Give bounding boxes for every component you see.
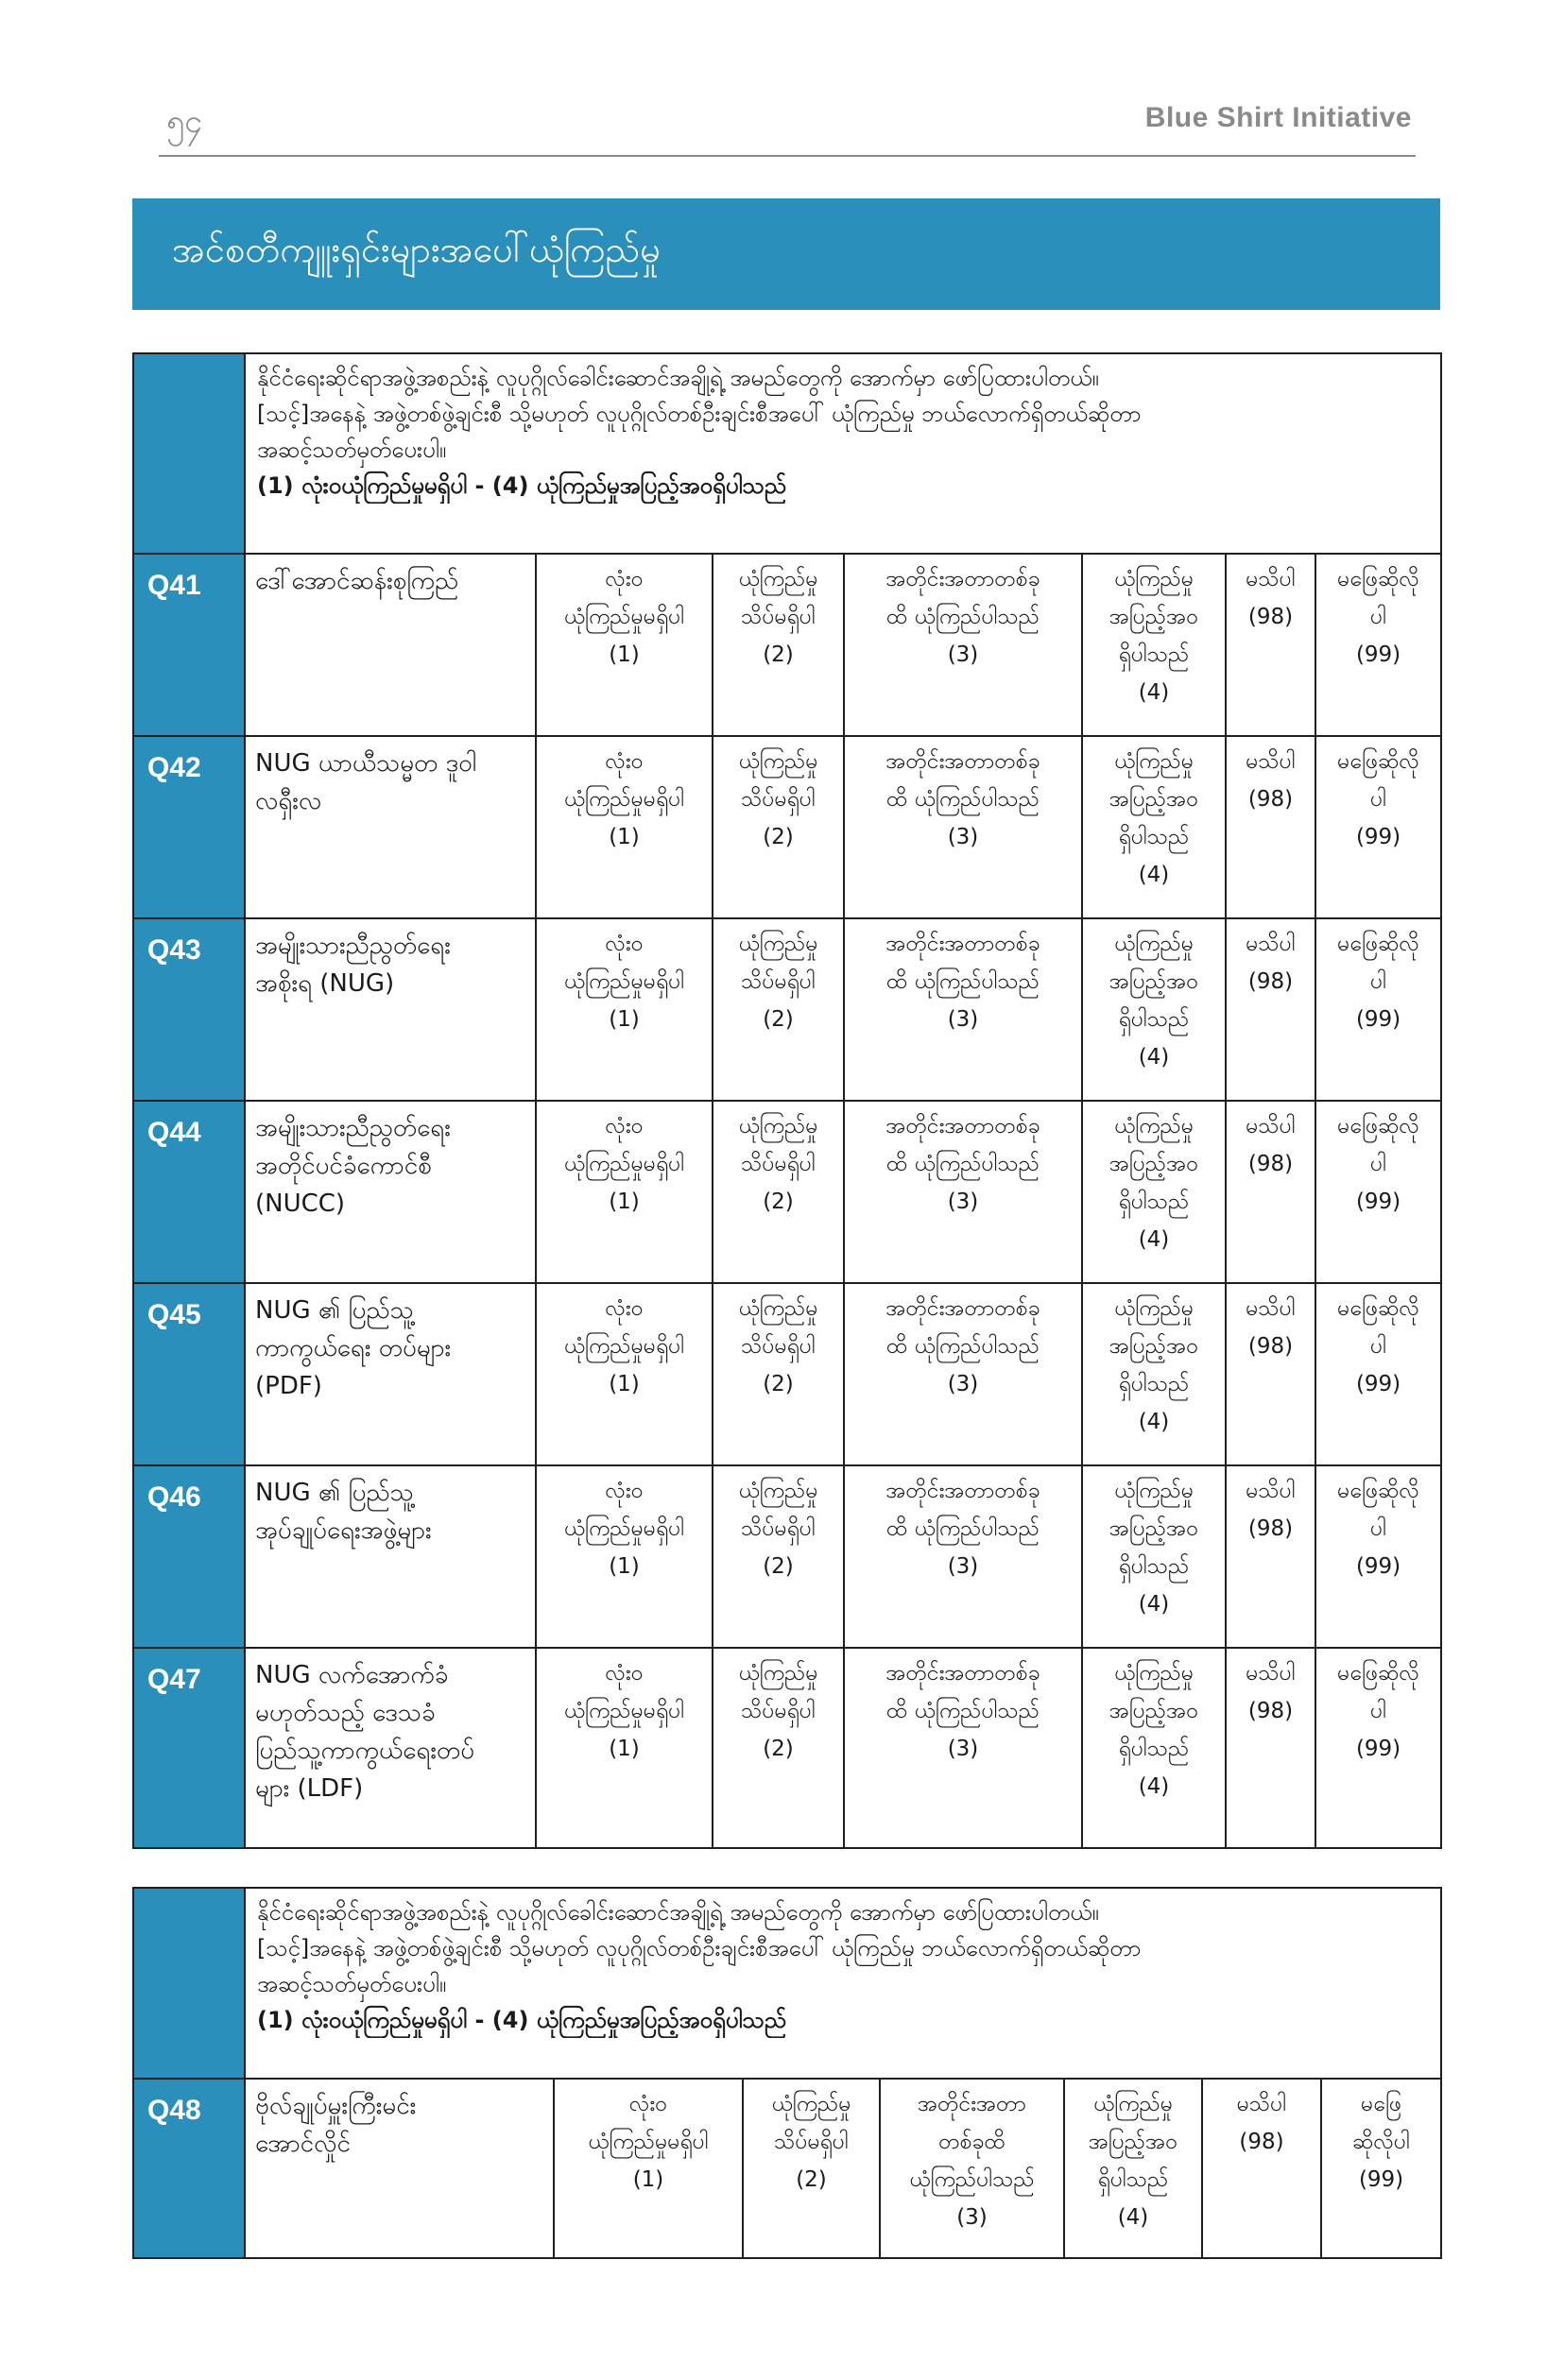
question-id-cell (133, 353, 245, 554)
option-code: (1) (632, 2167, 664, 2192)
question-item-text: အမျိုးသားညီညွတ်ရေး (255, 932, 451, 960)
scale-legend: (1) လုံးဝယုံကြည်မှုမရှိပါ - (4) ယုံကြည်မှုအပြည့်အဝရှိပါသည် (257, 2007, 786, 2033)
survey-table-2 (132, 1887, 1442, 2259)
intro-line-2: [သင့်]အနေနဲ့ အဖွဲ့တစ်ဖွဲ့ချင်းစီ သို့မဟုတ် လူပုဂ္ဂိုလ်တစ်ဦးချင်းစီအပေါ် ယုံကြည်မှု ဘယ်လောက်ရှိတယ်ဆိုတာ (257, 401, 1142, 427)
option-code: (98) (1247, 1516, 1294, 1541)
option-1-cell[interactable] (536, 736, 713, 918)
option-text: မသိပါ (1236, 2092, 1287, 2116)
question-row (133, 1283, 1441, 1465)
question-id-cell (133, 1888, 245, 2079)
option-code: (99) (1355, 1190, 1401, 1214)
option-text: အပြည့်အဝ (1109, 1516, 1199, 1541)
option-text: ယုံကြည်မှုမရှိပါ (588, 2130, 709, 2154)
intro-row (133, 1888, 1441, 2079)
option-text: တစ်ခုထိ (938, 2130, 1005, 2154)
option-3-cell[interactable] (844, 1465, 1082, 1648)
option-2-cell[interactable] (713, 1465, 844, 1648)
intro-cell (245, 353, 1441, 554)
option-98-cell[interactable] (1226, 918, 1315, 1101)
option-code: (1) (609, 642, 640, 667)
option-code: (4) (1138, 1045, 1170, 1070)
option-4-cell[interactable] (1082, 1101, 1226, 1283)
option-code: (98) (1247, 969, 1294, 994)
question-item-text: NUG လက်အောက်ခံ (255, 1661, 449, 1689)
option-code: (3) (947, 1190, 979, 1214)
question-row (133, 1648, 1441, 1848)
option-code: (4) (1138, 863, 1170, 887)
option-text: အပြည့်အဝ (1088, 2130, 1178, 2154)
option-code: (99) (1355, 1372, 1401, 1396)
option-code: (2) (763, 642, 794, 667)
option-text: မသိပါ (1246, 1296, 1296, 1321)
option-text: ယုံကြည်မှု (1113, 1296, 1194, 1321)
option-text: မဖြေဆိုလို (1337, 932, 1419, 956)
option-code: (98) (1247, 605, 1294, 629)
option-text: အတိုင်းအတာတစ်ခု (885, 1114, 1040, 1139)
question-item-text: များ (LDF) (255, 1774, 364, 1803)
question-item-text: NUG ၏ ပြည်သူ့ (255, 1479, 414, 1507)
option-code: (1) (609, 1190, 640, 1214)
option-text: အပြည့်အဝ (1109, 1152, 1199, 1176)
option-text: သိပ်မရှိပါ (741, 969, 816, 994)
option-text: ယုံကြည်မှုမရှိပါ (563, 1699, 685, 1723)
question-id: Q47 (133, 1648, 245, 1848)
option-code: (4) (1138, 680, 1170, 705)
option-text: ယုံကြည်မှုမရှိပါ (563, 605, 685, 629)
option-4-cell[interactable] (1082, 736, 1226, 918)
option-text: ယုံကြည်မှု (1113, 1114, 1194, 1139)
option-text: လုံးဝ (628, 2092, 668, 2116)
intro-line-1: နိုင်ငံရေးဆိုင်ရာအဖွဲ့အစည်းနဲ့ လူပုဂ္ဂိုလ်ခေါင်းဆောင်အချို့ရဲ့ အမည်တွေကို အောက်မှာ ဖော်ပြထားပါတယ်။ (257, 1899, 1099, 1926)
option-text: ပါ (1370, 1334, 1387, 1359)
option-code: (98) (1247, 787, 1294, 812)
intro-line-3: အဆင့်သတ်မှတ်ပေးပါ။ (257, 1971, 447, 1997)
option-code: (98) (1247, 1699, 1294, 1723)
question-id: Q43 (133, 918, 245, 1101)
option-code: (99) (1355, 1554, 1401, 1579)
intro-line-3: အဆင့်သတ်မှတ်ပေးပါ။ (257, 437, 447, 463)
option-text: အတိုင်းအတာတစ်ခု (885, 1661, 1040, 1686)
option-text: ထိ ယုံကြည်ပါသည် (885, 787, 1040, 812)
option-99-cell[interactable] (1315, 1283, 1441, 1465)
option-code: (98) (1239, 2130, 1284, 2154)
option-text: လုံးဝ (605, 749, 644, 774)
option-text: ရှိပါသည် (1118, 1737, 1190, 1761)
option-code: (3) (947, 1737, 979, 1761)
option-code: (4) (1138, 1227, 1170, 1252)
option-3-cell[interactable] (844, 554, 1082, 736)
page-number: ၅၄ (166, 103, 203, 141)
option-code: (1) (609, 1737, 640, 1761)
intro-row (133, 353, 1441, 554)
question-item-text: ဒေါ်အောင်ဆန်းစုကြည် (255, 567, 459, 595)
option-2-cell[interactable] (743, 2079, 880, 2258)
option-code: (4) (1138, 1410, 1170, 1434)
option-text: အပြည့်အဝ (1109, 605, 1199, 629)
option-text: ယုံကြည်မှု (1113, 749, 1194, 774)
intro-line-1: နိုင်ငံရေးဆိုင်ရာအဖွဲ့အစည်းနဲ့ လူပုဂ္ဂိုလ်ခေါင်းဆောင်အချို့ရဲ့ အမည်တွေကို အောက်မှာ ဖော်ပြထားပါတယ်။ (257, 365, 1099, 391)
option-3-cell[interactable] (880, 2079, 1064, 2258)
question-id: Q48 (133, 2079, 245, 2258)
option-text: အတိုင်းအတာတစ်ခု (885, 567, 1040, 591)
option-text: မသိပါ (1246, 749, 1296, 774)
question-item-text: မဟုတ်သည့် ဒေသခံ (255, 1699, 436, 1727)
option-text: ယုံကြည်မှုမရှိပါ (563, 1334, 685, 1359)
option-text: အတိုင်းအတာတစ်ခု (885, 749, 1040, 774)
option-1-cell[interactable] (536, 1283, 713, 1465)
question-item (245, 554, 536, 736)
option-text: သိပ်မရှိပါ (741, 1152, 816, 1176)
question-item-text: အောင်လှိုင် (255, 2130, 351, 2158)
option-text: သိပ်မရှိပါ (774, 2130, 849, 2154)
option-code: (3) (947, 1372, 979, 1396)
question-item-text: (NUCC) (255, 1190, 346, 1218)
option-2-cell[interactable] (713, 1648, 844, 1848)
option-text: လုံးဝ (605, 1479, 644, 1503)
option-text: မသိပါ (1246, 567, 1296, 591)
question-row (133, 554, 1441, 736)
question-item (245, 2079, 554, 2258)
option-text: လုံးဝ (605, 1296, 644, 1321)
option-3-cell[interactable] (844, 1283, 1082, 1465)
option-code: (2) (763, 1554, 794, 1579)
question-item-text: ပြည်သူ့ကာကွယ်ရေးတပ် (255, 1737, 475, 1765)
option-3-cell[interactable] (844, 1648, 1082, 1848)
option-text: အတိုင်းအတာတစ်ခု (885, 1296, 1040, 1321)
option-code: (4) (1117, 2205, 1149, 2230)
option-text: ပါ (1370, 787, 1387, 812)
option-4-cell[interactable] (1082, 1283, 1226, 1465)
option-code: (3) (947, 1007, 979, 1032)
question-row (133, 1101, 1441, 1283)
option-text: သိပ်မရှိပါ (741, 1334, 816, 1359)
option-code: (3) (947, 642, 979, 667)
option-4-cell[interactable] (1082, 1648, 1226, 1848)
question-item-text: အမျိုးသားညီညွတ်ရေး (255, 1114, 451, 1142)
option-code: (98) (1247, 1152, 1294, 1176)
option-3-cell[interactable] (844, 918, 1082, 1101)
option-code: (1) (609, 1372, 640, 1396)
option-text: အပြည့်အဝ (1109, 1699, 1199, 1723)
option-text: မဖြေဆိုလို (1337, 567, 1419, 591)
page-header (159, 94, 1416, 157)
option-text: ယုံကြည်မှု (738, 1661, 818, 1686)
question-item-text: ဗိုလ်ချုပ်မှူးကြီးမင်း (255, 2092, 417, 2120)
option-2-cell[interactable] (713, 736, 844, 918)
option-text: ယုံကြည်မှုမရှိပါ (563, 969, 685, 994)
option-98-cell[interactable] (1226, 1283, 1315, 1465)
option-1-cell[interactable] (536, 1648, 713, 1848)
option-text: ထိ ယုံကြည်ပါသည် (885, 1516, 1040, 1541)
question-item-text: NUG ယာယီသမ္မတ ဒူဝါ (255, 749, 477, 778)
option-99-cell[interactable] (1315, 736, 1441, 918)
option-text: ယုံကြည်မှု (738, 1114, 818, 1139)
option-text: ယုံကြည်မှု (738, 567, 818, 591)
option-text: ရှိပါသည် (1118, 642, 1190, 667)
option-text: ထိ ယုံကြည်ပါသည် (885, 1334, 1040, 1359)
option-98-cell[interactable] (1226, 1648, 1315, 1848)
option-code: (99) (1355, 1737, 1401, 1761)
option-text: ရှိပါသည် (1118, 1007, 1190, 1032)
option-text: ပါ (1370, 1699, 1387, 1723)
option-text: ပါ (1370, 1152, 1387, 1176)
question-item (245, 1283, 536, 1465)
option-99-cell[interactable] (1315, 1648, 1441, 1848)
option-1-cell[interactable] (536, 554, 713, 736)
option-text: ဆိုလိုပါ (1352, 2130, 1410, 2154)
option-text: ယုံကြည်ပါသည် (909, 2167, 1035, 2192)
option-text: လုံးဝ (605, 1661, 644, 1686)
option-99-cell[interactable] (1315, 1465, 1441, 1648)
scale-legend: (1) လုံးဝယုံကြည်မှုမရှိပါ - (4) ယုံကြည်မှုအပြည့်အဝရှိပါသည် (257, 472, 786, 499)
survey-table-1 (132, 352, 1442, 1849)
option-text: ယုံကြည်မှု (738, 932, 818, 956)
option-text: မသိပါ (1246, 932, 1296, 956)
option-code: (2) (763, 1007, 794, 1032)
option-text: ပါ (1370, 605, 1387, 629)
option-text: လုံးဝ (605, 1114, 644, 1139)
option-text: မဖြေဆိုလို (1337, 1661, 1419, 1686)
question-id: Q42 (133, 736, 245, 918)
option-2-cell[interactable] (713, 554, 844, 736)
option-text: မသိပါ (1246, 1114, 1296, 1139)
option-text: မဖြေ (1361, 2092, 1402, 2116)
option-text: လုံးဝ (605, 567, 644, 591)
option-text: ရှိပါသည် (1097, 2167, 1169, 2192)
option-text: အတိုင်းအတာ (917, 2092, 1027, 2116)
option-text: သိပ်မရှိပါ (741, 1699, 816, 1723)
option-text: သိပ်မရှိပါ (741, 1516, 816, 1541)
option-code: (99) (1355, 642, 1401, 667)
option-text: ရှိပါသည် (1118, 1554, 1190, 1579)
question-item (245, 1648, 536, 1848)
option-text: ရှိပါသည် (1118, 825, 1190, 849)
publication-name: Blue Shirt Initiative (1144, 102, 1412, 133)
option-code: (99) (1358, 2167, 1404, 2192)
option-98-cell[interactable] (1202, 2079, 1321, 2258)
option-text: အပြည့်အဝ (1109, 787, 1199, 812)
question-row (133, 2079, 1441, 2258)
question-item-text: အုပ်ချုပ်ရေးအဖွဲ့များ (255, 1516, 432, 1545)
option-99-cell[interactable] (1321, 2079, 1441, 2258)
option-code: (1) (609, 1007, 640, 1032)
option-98-cell[interactable] (1226, 1101, 1315, 1283)
option-98-cell[interactable] (1226, 1465, 1315, 1648)
option-text: ယုံကြည်မှုမရှိပါ (563, 1152, 685, 1176)
question-item-text: အစိုးရ (NUG) (255, 969, 395, 998)
option-text: မဖြေဆိုလို (1337, 749, 1419, 774)
option-text: မဖြေဆိုလို (1337, 1296, 1419, 1321)
option-4-cell[interactable] (1082, 1465, 1226, 1648)
question-item-text: လရှီးလ (255, 787, 322, 815)
question-row (133, 736, 1441, 918)
option-text: ပါ (1370, 1516, 1387, 1541)
question-id: Q46 (133, 1465, 245, 1648)
option-code: (2) (796, 2167, 827, 2192)
option-2-cell[interactable] (713, 1283, 844, 1465)
option-99-cell[interactable] (1315, 554, 1441, 736)
option-text: ယုံကြည်မှု (738, 1479, 818, 1503)
option-code: (98) (1247, 1334, 1294, 1359)
option-code: (3) (947, 825, 979, 849)
question-item (245, 736, 536, 918)
option-text: သိပ်မရှိပါ (741, 605, 816, 629)
option-code: (3) (956, 2205, 988, 2230)
option-1-cell[interactable] (536, 1465, 713, 1648)
option-text: ထိ ယုံကြည်ပါသည် (885, 605, 1040, 629)
option-code: (2) (763, 825, 794, 849)
question-item (245, 1465, 536, 1648)
option-98-cell[interactable] (1226, 736, 1315, 918)
option-text: ယုံကြည်မှု (771, 2092, 851, 2116)
option-code: (1) (609, 1554, 640, 1579)
option-text: ယုံကြည်မှု (1113, 1479, 1194, 1503)
option-4-cell[interactable] (1082, 554, 1226, 736)
option-text: ယုံကြည်မှု (738, 749, 818, 774)
option-text: ယုံကြည်မှု (1113, 932, 1194, 956)
option-3-cell[interactable] (844, 736, 1082, 918)
option-text: ထိ ယုံကြည်ပါသည် (885, 1699, 1040, 1723)
section-title: အင်စတီကျူးရှင်းများအပေါ်ယုံကြည်မှု (172, 229, 661, 270)
question-item (245, 1101, 536, 1283)
option-code: (2) (763, 1737, 794, 1761)
option-text: မသိပါ (1246, 1661, 1296, 1686)
option-4-cell[interactable] (1082, 918, 1226, 1101)
question-item (245, 918, 536, 1101)
option-1-cell[interactable] (536, 918, 713, 1101)
option-text: သိပ်မရှိပါ (741, 787, 816, 812)
option-code: (1) (609, 825, 640, 849)
option-4-cell[interactable] (1064, 2079, 1202, 2258)
option-code: (3) (947, 1554, 979, 1579)
question-item-text: (PDF) (255, 1372, 322, 1400)
question-item-text: အတိုင်ပင်ခံကောင်စီ (255, 1152, 432, 1180)
option-text: ပါ (1370, 969, 1387, 994)
option-text: မသိပါ (1246, 1479, 1296, 1503)
option-text: ထိ ယုံကြည်ပါသည် (885, 969, 1040, 994)
option-99-cell[interactable] (1315, 1101, 1441, 1283)
question-row (133, 918, 1441, 1101)
option-code: (99) (1355, 825, 1401, 849)
option-text: ရှိပါသည် (1118, 1190, 1190, 1214)
option-2-cell[interactable] (713, 1101, 844, 1283)
question-row (133, 1465, 1441, 1648)
option-code: (4) (1138, 1592, 1170, 1617)
option-1-cell[interactable] (554, 2079, 743, 2258)
section-banner (132, 198, 1440, 310)
question-item-text: NUG ၏ ပြည်သူ့ (255, 1296, 414, 1325)
option-text: ယုံကြည်မှု (1092, 2092, 1174, 2116)
option-text: အတိုင်းအတာတစ်ခု (885, 1479, 1040, 1503)
option-text: မဖြေဆိုလို (1337, 1114, 1419, 1139)
option-text: ယုံကြည်မှု (1113, 1661, 1194, 1686)
intro-cell (245, 1888, 1441, 2079)
question-item-text: ကာကွယ်ရေး တပ်များ (255, 1334, 452, 1362)
option-text: အပြည့်အဝ (1109, 1334, 1199, 1359)
option-text: လုံးဝ (605, 932, 644, 956)
question-id: Q41 (133, 554, 245, 736)
question-id: Q44 (133, 1101, 245, 1283)
option-text: မဖြေဆိုလို (1337, 1479, 1419, 1503)
option-text: ထိ ယုံကြည်ပါသည် (885, 1152, 1040, 1176)
option-code: (2) (763, 1190, 794, 1214)
intro-line-2: [သင့်]အနေနဲ့ အဖွဲ့တစ်ဖွဲ့ချင်းစီ သို့မဟုတ် လူပုဂ္ဂိုလ်တစ်ဦးချင်းစီအပေါ် ယုံကြည်မှု ဘယ်လောက်ရှိတယ်ဆိုတာ (257, 1935, 1142, 1961)
option-3-cell[interactable] (844, 1101, 1082, 1283)
option-2-cell[interactable] (713, 918, 844, 1101)
option-code: (4) (1138, 1774, 1170, 1799)
option-99-cell[interactable] (1315, 918, 1441, 1101)
option-text: ယုံကြည်မှု (1113, 567, 1194, 591)
question-id: Q45 (133, 1283, 245, 1465)
option-text: ယုံကြည်မှုမရှိပါ (563, 1516, 685, 1541)
option-text: အပြည့်အဝ (1109, 969, 1199, 994)
option-98-cell[interactable] (1226, 554, 1315, 736)
option-code: (99) (1355, 1007, 1401, 1032)
option-text: ရှိပါသည် (1118, 1372, 1190, 1396)
option-text: ယုံကြည်မှု (738, 1296, 818, 1321)
option-text: ယုံကြည်မှုမရှိပါ (563, 787, 685, 812)
option-code: (2) (763, 1372, 794, 1396)
option-text: အတိုင်းအတာတစ်ခု (885, 932, 1040, 956)
option-1-cell[interactable] (536, 1101, 713, 1283)
